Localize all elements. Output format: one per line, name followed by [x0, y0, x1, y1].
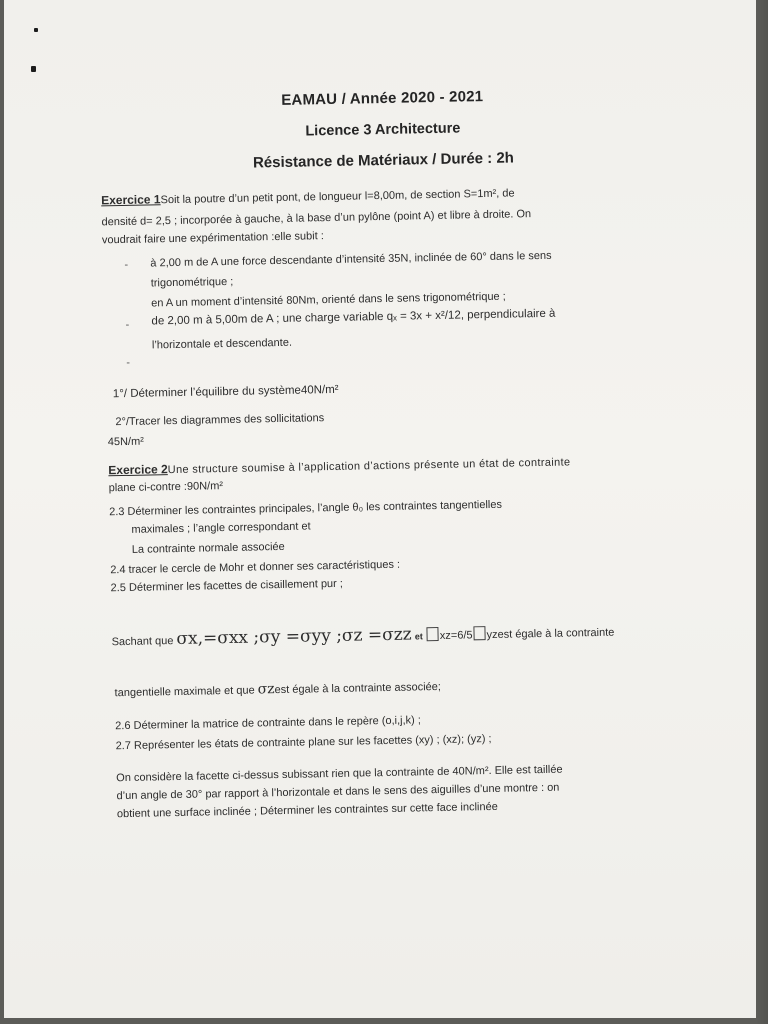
exercise1-item: de 2,00 m à 5,00m de A ; une charge variable qₓ = 3x + x²/12, perpendiculaire à	[151, 307, 556, 328]
exercise1-item: à 2,00 m de A une force descendante d’intensité 35N, inclinée de 60° dans le sens	[150, 249, 552, 270]
exercise2-question: 2.7 Représenter les états de contrainte plane sur les facettes (xy) ; (xz); (yz) ;	[115, 732, 492, 753]
final-question-line: On considère la facette ci-dessus subissant rien que la contrainte de 40N/m². Elle est taillée	[116, 763, 563, 785]
exercise1-question: 45N/m²	[107, 435, 144, 449]
stress-relations-line2: tangentielle maximale et que σzest égale à la contrainte associée;	[114, 680, 442, 700]
exercise1-item: en A un moment d’intensité 80Nm, orienté dans le sens trigonométrique ;	[151, 290, 506, 310]
bullet-dash: -	[125, 318, 130, 331]
exercise2-question: 2.3 Déterminer les contraintes principales, l’angle θ₀ les contraintes tangentielles	[109, 498, 503, 519]
exercise2-intro-line: plane ci-contre :90N/m²	[108, 480, 224, 495]
exercise1-question: 2°/Tracer les diagrammes des sollicitations	[115, 412, 325, 429]
exercise2-label: Exercice 2	[108, 462, 168, 478]
exercise2-question: La contrainte normale associée	[131, 540, 285, 556]
exercise2-question: 2.4 tracer le cercle de Mohr et donner ses caractéristiques :	[110, 558, 401, 577]
exercise2-intro-line: Exercice 2Une structure soumise à l’application d’actions présente un état de contrainte	[108, 456, 571, 478]
exercise1-intro-line: densité d= 2,5 ; incorporée à gauche, à la base d’un pylône (point A) et libre à droite. On	[101, 208, 532, 229]
exercise1-item: trigonométrique ;	[150, 275, 234, 290]
exercise1-intro-line: voudrait faire une expérimentation :elle subit :	[101, 230, 324, 247]
page-edge-shadow	[756, 0, 768, 1024]
exercise2-question: 2.5 Déterminer les facettes de cisaillement pur ;	[110, 577, 344, 595]
header-course-duration: Résistance de Matériaux / Durée : 2h	[252, 149, 515, 172]
header-program: Licence 3 Architecture	[305, 120, 461, 140]
exam-page	[4, 0, 756, 1018]
exercise1-label: Exercice 1	[101, 192, 161, 208]
bullet-dash: -	[124, 258, 129, 271]
final-question-line: obtient une surface inclinée ; Déterminer les contraintes sur cette face inclinée	[116, 800, 498, 821]
paper-sheet	[4, 0, 756, 1018]
exercise1-item: l’horizontale et descendante.	[151, 336, 293, 352]
stress-relations-line: Sachant que σx,=σxx ;σy =σyy ;σz =σzz et xz=6/5 yzest égale à la contrainte	[111, 624, 615, 650]
header-school-year: EAMAU / Année 2020 - 2021	[281, 88, 484, 109]
final-question-line: d’un angle de 30° par rapport à l’horizontale et dans le sens des aiguilles d’une montre : on	[116, 781, 560, 803]
exercise1-question: 1°/ Déterminer l’équilibre du système40N/m²	[112, 383, 339, 401]
exercise2-question: 2.6 Déterminer la matrice de contrainte dans le repère (o,i,j,k) ;	[115, 714, 422, 733]
bullet-dash: -	[126, 356, 131, 369]
missing-glyph-box	[427, 627, 439, 641]
exercise2-question: maximales ; l’angle correspondant et	[131, 520, 311, 536]
exercise1-intro-line: Exercice 1Soit la poutre d’un petit pont, de longueur l=8,00m, de section S=1m², de	[101, 187, 515, 208]
stress-sigma-relations: σx,=σxx ;σy =σyy ;σz =σzz	[176, 624, 412, 650]
missing-glyph-box	[473, 626, 485, 640]
